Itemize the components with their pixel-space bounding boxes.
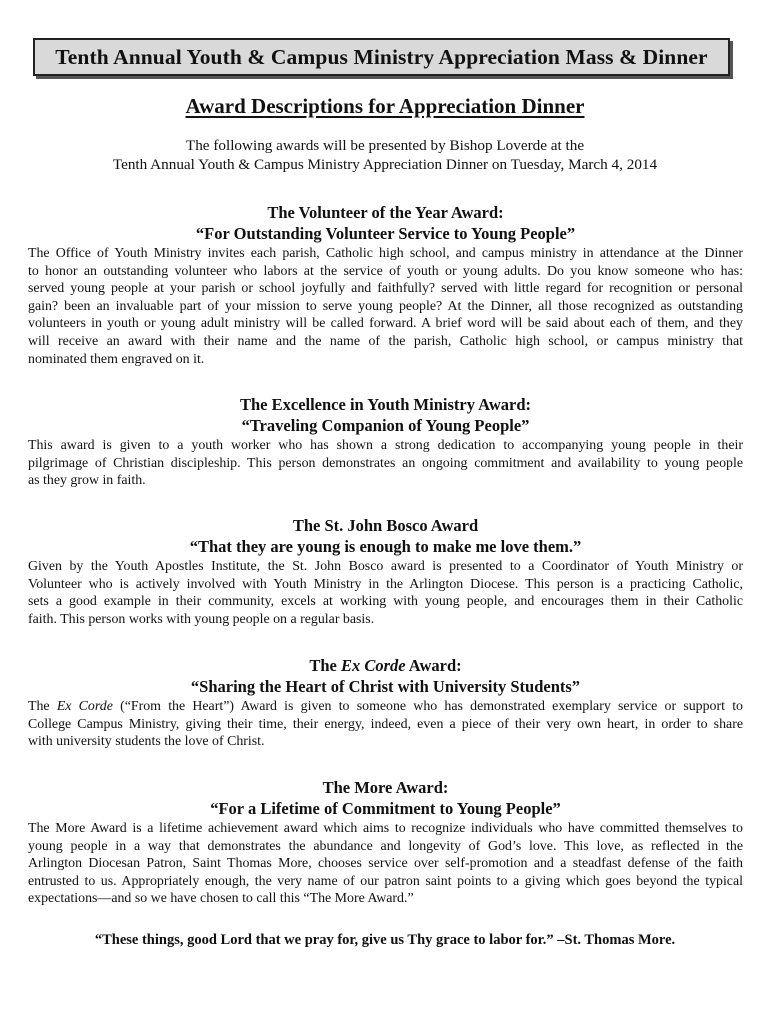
award-title: [28, 655, 743, 676]
award-motto: “For a Lifetime of Commitment to Young People”: [210, 799, 561, 818]
description-line: entrusted to us. Appropriately enough, the very name of our patron saint points to a giving which goes beyond the typical: [28, 873, 743, 889]
award-description: [28, 820, 743, 908]
description-line: faith. This person works with young people on a regular basis.: [28, 611, 375, 627]
description-line: Given by the Youth Apostles Institute, the St. John Bosco award is presented to a Coordinator of Youth Ministry or: [28, 559, 743, 574]
award-title: The Excellence in Youth Ministry Award:: [239, 395, 532, 414]
description-line: [28, 698, 743, 716]
description-line: pilgrimage of Christian discipleship. This person demonstrates an ongoing commitment and availability to young people: [28, 455, 743, 471]
description-emphasis: Ex Corde: [56, 699, 113, 714]
award-description: [28, 698, 743, 751]
award-more: [28, 777, 743, 908]
description-line: served young people at your parish or school joyfully and faithfully? served with little regard for recognition or personal: [28, 281, 743, 297]
award-title-text: Award:: [405, 656, 462, 675]
award-title: The St. John Bosco Award: [292, 516, 479, 535]
description-line: as they grow in faith.: [28, 473, 146, 489]
description-text: (“From the Heart”) Award is given to someone who has demonstrated exemplary service or support to: [112, 699, 743, 714]
description-line: sets a good example in their community, excels at working with young people, and encourages them in their Catholic: [28, 594, 743, 610]
description-line: with university students the love of Christ.: [28, 734, 265, 750]
award-description: [28, 558, 743, 628]
award-title: The More Award:: [322, 778, 449, 797]
intro-line: Tenth Annual Youth & Campus Ministry Appreciation Dinner on Tuesday, March 4, 2014: [112, 156, 658, 173]
award-title-text: The: [309, 656, 341, 675]
description-line: volunteers in youth or young adult ministry will be called forward. A brief word will be said about each of them, and they: [28, 316, 743, 332]
description-line: The More Award is a lifetime achievement award which aims to recognize individuals who have committed themselves to: [28, 821, 743, 836]
description-line: expectations—and so we have chosen to call this “The More Award.”: [28, 891, 414, 907]
award-ex-corde: [28, 655, 743, 751]
description-line: nominated them engraved on it.: [28, 351, 205, 367]
page-subtitle: Award Descriptions for Appreciation Dinner: [185, 94, 585, 118]
award-title-emphasis: Ex Corde: [340, 656, 406, 675]
description-line: Arlington Diocesan Patron, Saint Thomas More, chooses service over self-promotion and a steadfast defense of the faith: [28, 856, 743, 872]
event-title: Tenth Annual Youth & Campus Ministry Appreciation Mass & Dinner: [55, 44, 708, 69]
description-line: gain? been an invaluable part of your mission to serve young people? At the Dinner, all those recognized as outstanding: [28, 298, 743, 314]
description-line: to honor an outstanding volunteer who labors at the service of youth or young adults. Do you know someone who has:: [28, 263, 743, 279]
event-title-banner: [33, 38, 730, 76]
description-line: young people in a way that demonstrates the abundance and longevity of God’s love. This love, as reflected in the: [28, 838, 743, 854]
award-description: [28, 437, 743, 490]
award-motto: “Traveling Companion of Young People”: [241, 416, 530, 435]
intro-paragraph: [0, 136, 770, 174]
description-line: will receive an award with their name and the name of the parish, Catholic high school, or campus ministry that: [28, 333, 743, 349]
description-line: College Campus Ministry, giving their time, their energy, indeed, even a piece of their very own heart, in order to share: [28, 716, 743, 732]
closing-quote: “These things, good Lord that we pray for, give us Thy grace to labor for.” –St. Thomas More.: [94, 932, 676, 948]
award-excellence-in-youth-ministry: [28, 394, 743, 490]
description-line: This award is given to a youth worker who has shown a strong dedication to accompanying young people in their: [28, 438, 743, 453]
award-st-john-bosco: [28, 515, 743, 628]
description-line: Volunteer who is actively involved with Youth Ministry in the Arlington Diocese. This person is a practicing Catholic,: [28, 576, 743, 592]
award-description: [28, 245, 743, 368]
description-line: The Office of Youth Ministry invites each parish, Catholic high school, and campus ministry in attendance at the Dinner: [28, 246, 743, 261]
intro-line: The following awards will be presented by Bishop Loverde at the: [185, 137, 585, 154]
award-title: The Volunteer of the Year Award:: [267, 203, 504, 222]
award-volunteer-of-the-year: [28, 202, 743, 368]
award-motto: “For Outstanding Volunteer Service to Young People”: [195, 224, 576, 243]
description-text: The: [28, 699, 57, 714]
award-motto: “Sharing the Heart of Christ with University Students”: [190, 677, 581, 696]
award-motto: “That they are young is enough to make me love them.”: [189, 537, 582, 556]
